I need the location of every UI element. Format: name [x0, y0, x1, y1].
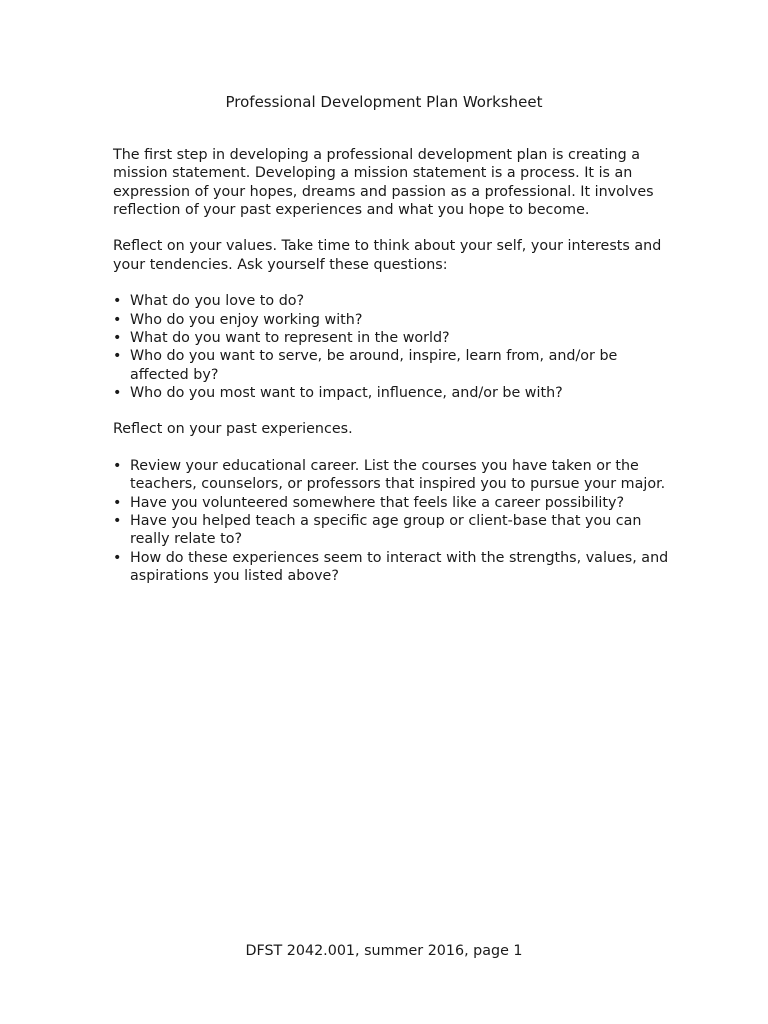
bullet-icon: •	[113, 311, 122, 328]
list-item	[113, 512, 673, 549]
experiences-paragraph: Reflect on your past experiences.	[113, 421, 353, 438]
experiences-question-list	[113, 457, 673, 585]
list-item-text: Have you helped teach a specific age group or client-base that you can really relate to?	[130, 512, 642, 548]
list-item	[113, 329, 673, 347]
values-question-list	[113, 292, 673, 402]
values-paragraph: Reflect on your values. Take time to think about your self, your interests and your tendencies. Ask yourself these questions:	[113, 238, 662, 273]
bullet-icon: •	[113, 494, 122, 511]
list-item	[113, 494, 673, 512]
list-item	[113, 457, 673, 494]
page-title: Professional Development Plan Worksheet	[225, 93, 543, 111]
bullet-icon: •	[113, 458, 122, 475]
page-footer: DFST 2042.001, summer 2016, page 1	[245, 943, 523, 959]
list-item-text: Review your educational career. List the courses you have taken or the teachers, counselors, or professors that inspired you to pursue your major.	[130, 458, 666, 493]
list-item	[113, 384, 673, 402]
list-item-text: Who do you enjoy working with?	[130, 311, 363, 328]
list-item	[113, 347, 673, 384]
list-item-text: Have you volunteered somewhere that feels like a career possibility?	[130, 494, 625, 511]
bullet-icon: •	[113, 549, 122, 566]
bullet-icon: •	[113, 384, 122, 401]
bullet-icon: •	[113, 329, 122, 346]
bullet-icon: •	[113, 293, 122, 310]
list-item-text: What do you want to represent in the world?	[130, 329, 450, 346]
list-item	[113, 311, 673, 329]
list-item-text: Who do you want to serve, be around, inspire, learn from, and/or be affected by?	[130, 348, 618, 383]
intro-paragraph: The first step in developing a professional development plan is creating a mission statement. Developing a mission statement is a process. It is an expression of your hopes, dreams and passion as a professional. It involves reflection of your past experiences and what you hope to become.	[113, 147, 654, 218]
list-item-text: Who do you most want to impact, influence, and/or be with?	[130, 384, 563, 401]
list-item	[113, 549, 673, 586]
list-item-text: How do these experiences seem to interact with the strengths, values, and aspirations you listed above?	[130, 549, 669, 584]
bullet-icon: •	[113, 512, 122, 529]
document-body	[113, 146, 673, 603]
bullet-icon: •	[113, 348, 122, 365]
list-item-text: What do you love to do?	[130, 293, 305, 310]
list-item	[113, 292, 673, 310]
